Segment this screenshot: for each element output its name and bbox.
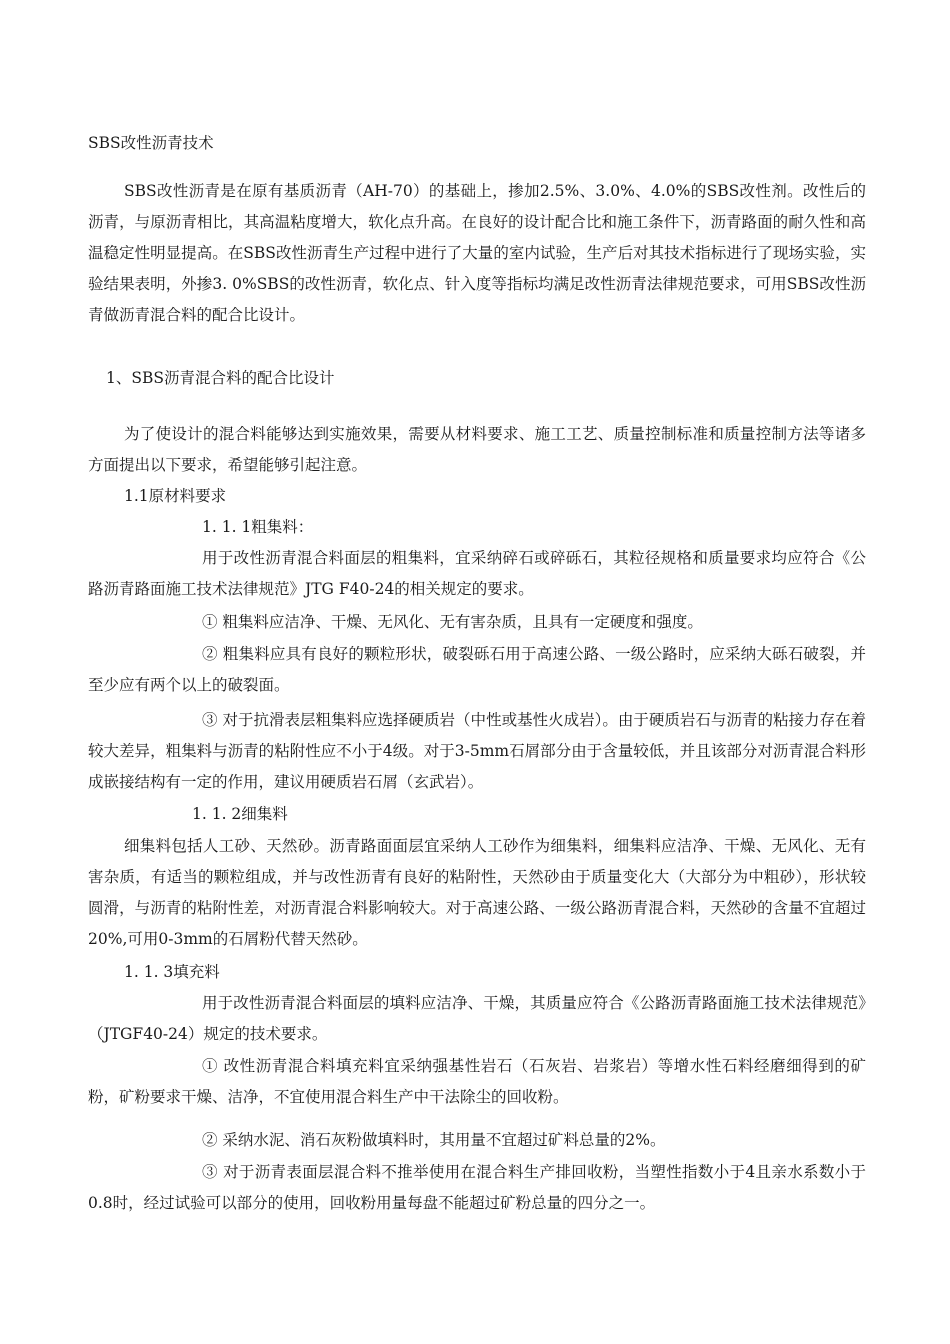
section-1-intro: 为了使设计的混合料能够达到实施效果，需要从材料要求、施工工艺、质量控制标准和质量控制方法等诸多方面提出以下要求，希望能够引起注意。 — [88, 425, 866, 474]
section-1-1-2-heading: 1. 1. 2细集料 — [192, 805, 288, 823]
section-1-1-3-heading: 1. 1. 3填充料 — [124, 963, 220, 981]
section-1-1-1-heading: 1. 1. 1粗集料： — [202, 518, 314, 536]
section-1-1-1-item-3: ③ 对于抗滑表层粗集料应选择硬质岩（中性或基性火成岩）。由于硬质岩石与沥青的粘接力存在着较大差异，粗集料与沥青的粘附性应不小于4级。对于3-5mm石屑部分由于含量较低，并且该部分对沥青混合料形成嵌接结构有一定的作用，建议用硬质岩石屑（玄武岩）。 — [88, 711, 866, 791]
section-1-1-1-item-1: ① 粗集料应洁净、干燥、无风化、无有害杂质，且具有一定硬度和强度。 — [202, 613, 703, 631]
section-1-1-3-text: 用于改性沥青混合料面层的填料应洁净、干燥，其质量应符合《公路沥青路面施工技术法律规范》（JTGF40-24）规定的技术要求。 — [88, 994, 866, 1043]
section-1-1-3-item-1: ① 改性沥青混合料填充料宜采纳强基性岩石（石灰岩、岩浆岩）等增水性石料经磨细得到的矿粉，矿粉要求干燥、洁净，不宜使用混合料生产中干法除尘的回收粉。 — [88, 1057, 866, 1106]
section-1-1-1-item-2: ② 粗集料应具有良好的颗粒形状，破裂砾石用于高速公路、一级公路时，应采纳大砾石破裂，并至少应有两个以上的破裂面。 — [88, 645, 866, 694]
section-1-heading: 1、SBS沥青混合料的配合比设计 — [106, 369, 335, 387]
section-1-1-2-text: 细集料包括人工砂、天然砂。沥青路面面层宜采纳人工砂作为细集料，细集料应洁净、干燥、无风化、无有害杂质，有适当的颗粒组成，并与改性沥青有良好的粘附性，天然砂由于质量变化大（大部分为中粗砂），形状较圆滑，与沥青的粘附性差，对沥青混合料影响较大。对于高速公路、一级公路沥青混合料，天然砂的含量不宜超过20%,可用0-3mm的石屑粉代替天然砂。 — [88, 837, 866, 948]
intro-paragraph: SBS改性沥青是在原有基质沥青（AH-70）的基础上，掺加2.5%、3.0%、4.0%的SBS改性剂。改性后的沥青，与原沥青相比，其高温粘度增大，软化点升高。在良好的设计配合比和施工条件下，沥青路面的耐久性和高温稳定性明显提高。在SBS改性沥青生产过程中进行了大量的室内试验，生产后对其技术指标进行了现场实验，实验结果表明，外掺3. 0%SBS的改性沥青，软化点、针入度等指标均满足改性沥青法律规范要求，可用SBS改性沥青做沥青混合料的配合比设计。 — [88, 182, 867, 324]
section-1-1-3-item-2: ② 采纳水泥、消石灰粉做填料时，其用量不宜超过矿料总量的2%。 — [202, 1131, 666, 1149]
section-1-1-3-item-3: ③ 对于沥青表面层混合料不推举使用在混合料生产排回收粉，当塑性指数小于4且亲水系数小于0.8时，经过试验可以部分的使用，回收粉用量每盘不能超过矿粉总量的四分之一。 — [88, 1163, 866, 1212]
section-1-1-heading: 1.1原材料要求 — [124, 487, 227, 505]
section-1-1-1-text: 用于改性沥青混合料面层的粗集料，宜采纳碎石或碎砾石，其粒径规格和质量要求均应符合《公路沥青路面施工技术法律规范》JTG F40-24的相关规定的要求。 — [88, 549, 866, 598]
document-title: SBS改性沥青技术 — [88, 134, 214, 152]
